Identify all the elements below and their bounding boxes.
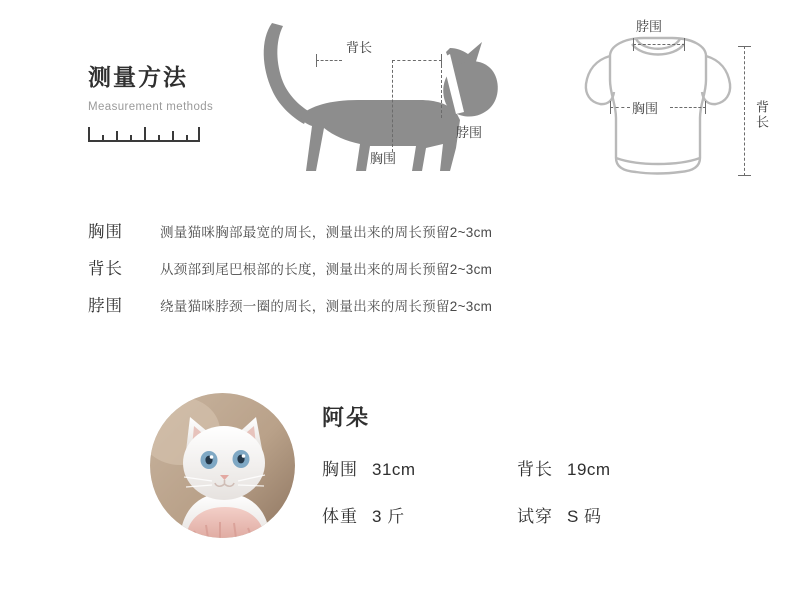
cat-silhouette-icon [250,8,520,198]
ruler-decoration [88,127,200,142]
stat-row [322,502,712,527]
shirt-chest-cap-right [705,101,706,114]
shirt-chest-line-left [610,107,630,108]
shirt-neck-line [633,44,685,45]
shirt-back-length-cap-bottom [738,175,751,176]
stat-back-length [517,455,712,480]
stat-value: 19cm [567,460,611,479]
definition-description: 绕量猫咪脖颈一圈的周长，测量出来的周长预留2~3cm [160,299,493,314]
definition-term: 脖围 [88,297,123,315]
stat-chest [322,455,517,480]
pet-profile-card [150,393,710,558]
cat-neck-label: 脖围 [456,125,483,140]
stat-label: 胸围 [322,460,358,479]
shirt-measurement-diagram [548,8,778,203]
stat-label: 体重 [322,507,358,526]
definition-description: 测量猫咪胸部最宽的周长，测量出来的周长预留2~3cm [160,225,493,240]
definition-description: 从颈部到尾巴根部的长度，测量出来的周长预留2~3cm [160,262,493,277]
stat-weight [322,502,517,527]
shirt-neck-cap-right [684,38,685,51]
shirt-chest-cap-left [610,101,611,114]
page-subtitle: Measurement methods [88,100,214,113]
cat-back-length-label: 背长 [346,40,373,55]
cat-photo-icon [150,393,295,538]
definition-term: 胸围 [88,223,123,241]
shirt-neck-cap-left [633,38,634,51]
shirt-chest-label: 胸围 [632,101,659,116]
page-title: 测量方法 [88,64,188,90]
cat-chest-line [392,60,393,152]
cat-chest-label: 胸围 [370,151,397,166]
definition-row [88,292,708,316]
stat-value: S 码 [567,507,602,526]
pet-name: 阿朵 [322,405,371,430]
stat-label: 试穿 [517,507,553,526]
shirt-back-length-cap-top [738,46,751,47]
cat-neck-line [441,60,442,118]
avatar [150,393,295,538]
definition-row [88,255,708,279]
pet-stats [322,455,712,549]
stat-row [322,455,712,480]
cat-back-length-line-right [392,60,442,61]
cat-back-length-cap-left [316,54,317,67]
definition-list [88,218,708,329]
stat-value: 31cm [372,460,416,479]
stat-size [517,502,712,527]
stat-value: 3 斤 [372,507,405,526]
shirt-back-length-line [744,46,745,176]
definition-row [88,218,708,242]
cat-back-length-line-left [316,60,342,61]
shirt-chest-line-right [670,107,706,108]
shirt-neck-label: 脖围 [636,19,663,34]
shirt-back-length-label: 背长 [754,100,769,130]
cat-measurement-diagram [250,8,520,198]
stat-label: 背长 [517,460,553,479]
definition-term: 背长 [88,260,123,278]
